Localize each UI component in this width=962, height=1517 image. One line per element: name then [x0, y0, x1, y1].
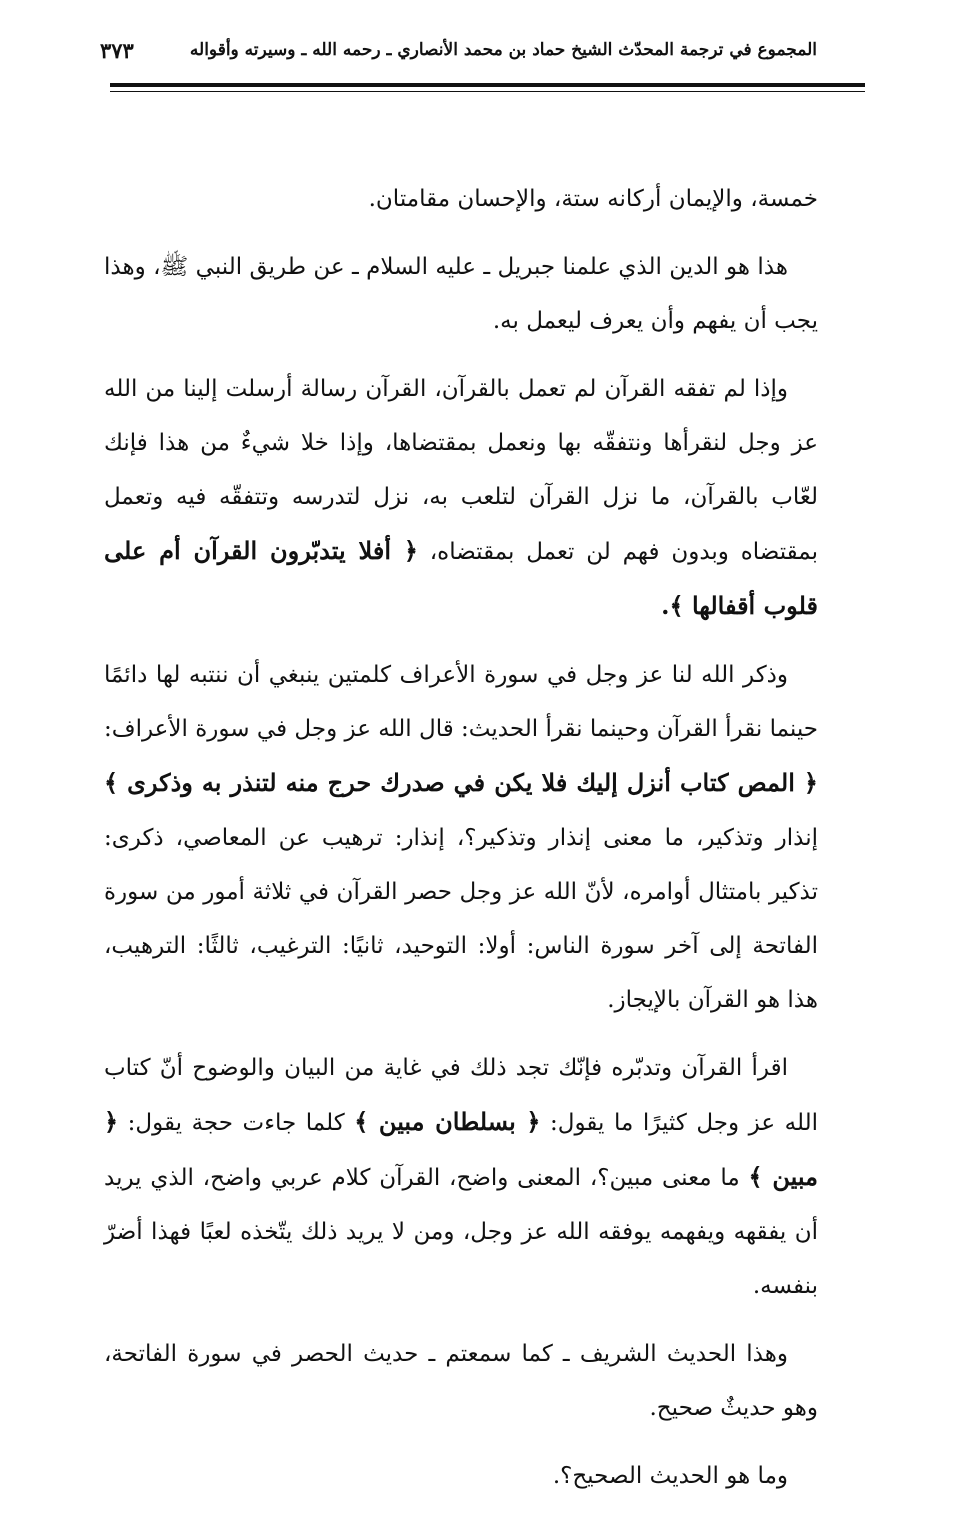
page-number: ٣٧٣ — [100, 37, 134, 63]
paragraph-3 — [104, 362, 818, 634]
header-rule-thin — [110, 91, 865, 92]
text-segment: كلما جاءت حجة يقول: — [118, 1110, 355, 1136]
running-header-title: المجموع في ترجمة المحدّث الشيخ حماد بن محمد الأنصاري ـ رحمه الله ـ وسيرته وأقواله — [189, 40, 817, 60]
paragraph-6 — [104, 1327, 818, 1435]
text-segment: وذكر الله لنا عز وجل في سورة الأعراف كلمتين ينبغي أن ننتبه لها دائمًا حينما نقرأ القرآن وحينما نقرأ الحديث: قال الله عز وجل في سورة الأعراف: — [104, 662, 818, 742]
text-segment: ما معنى مبين؟، المعنى واضح، القرآن كلام عربي واضح، الذي يريد أن يفقهه ويفهمه يوفقه الله عز وجل، ومن لا يريد ذلك يتّخذه لعبًا فهذا أضرّ بنفسه. — [104, 1165, 818, 1299]
quran-verse: ﴿ مبين ﴾ — [104, 1107, 818, 1191]
text-segment: هذا هو الدين الذي علمنا جبريل ـ عليه السلام ـ عن طريق النبي ﷺ، وهذا يجب أن يفهم وأن يعرف ليعمل به. — [104, 254, 818, 334]
text-segment: خمسة، والإيمان أركانه ستة، والإحسان مقامتان. — [368, 186, 818, 212]
body-text — [104, 172, 818, 1517]
quran-verse: ﴿ بسلطان مبين ﴾ — [354, 1107, 541, 1136]
paragraph-5 — [104, 1041, 818, 1313]
paragraph-2 — [104, 240, 818, 348]
paragraph-1 — [104, 172, 818, 226]
text-segment: اقرأ القرآن وتدبّره فإنّك تجد ذلك في غاية من البيان والوضوح أنّ كتاب الله عز وجل كثيرًا ما يقول: — [104, 1055, 819, 1136]
quran-verse: ﴿ المص كتاب أنزل إليك فلا يكن في صدرك حرج منه لتنذر به وذكرى ﴾ — [104, 768, 818, 797]
header-rule-thick — [110, 83, 865, 87]
paragraph-4 — [104, 648, 818, 1027]
text-segment: وإذا لم تفقه القرآن لم تعمل بالقرآن، القرآن رسالة أرسلت إلينا من الله عز وجل لنقرأها ونتفقّه بها ونعمل بمقتضاها، وإذا خلا شيءٌ من هذا فإنك لعّاب بالقرآن، ما نزل القرآن لتلعب به، نزل لتدرسه وتتفقّه فيه وتعمل بمقتضاه وبدون فهم لن تعمل بمقتضاه، — [104, 376, 818, 565]
paragraph-7 — [104, 1449, 818, 1503]
text-segment: إنذار وتذكير، ما معنى إنذار وتذكير؟، إنذار: ترهيب عن المعاصي، ذكرى: تذكير بامتثال أوامره، لأنّ الله عز وجل حصر القرآن في ثلاثة أمور من سورة الفاتحة إلى آخر سورة الناس: أولا: التوحيد، ثانيًا: الترغيب، ثالثًا: الترهيب، هذا هو القرآن بالإيجاز. — [104, 825, 818, 1013]
text-segment: وهذا الحديث الشريف ـ كما سمعتم ـ حديث الحصر في سورة الفاتحة، وهو حديثٌ صحيح. — [104, 1341, 818, 1421]
running-header — [100, 30, 817, 70]
text-segment: وما هو الحديث الصحيح؟. — [552, 1463, 788, 1489]
quran-verse: ﴿ أفلا يتدبّرون القرآن أم على قلوب أقفالها ﴾. — [104, 536, 818, 620]
